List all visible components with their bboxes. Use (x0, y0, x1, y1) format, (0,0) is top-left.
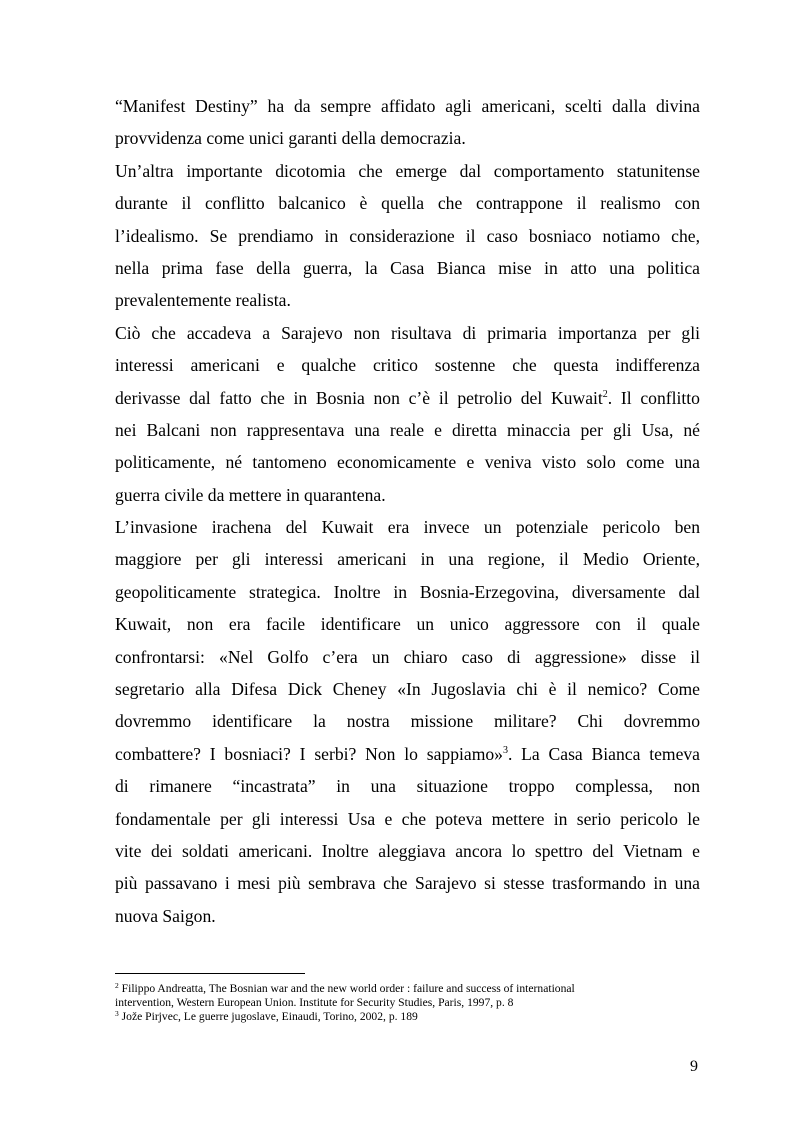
body-line: Un’altra importante dicotomia che emerge dal comportamento statunitense (115, 160, 700, 181)
body-line: guerra civile da mettere in quarantena. (115, 484, 386, 505)
body-line: l’idealismo. Se prendiamo in considerazione il caso bosniaco notiamo che, (115, 225, 700, 246)
footnotes (115, 982, 700, 1024)
body-line: dovremmo identificare la nostra missione militare? Chi dovremmo (115, 711, 700, 732)
body-line: geopoliticamente strategica. Inoltre in Bosnia-Erzegovina, diversamente dal (115, 581, 700, 602)
footnote-number: 2 (115, 981, 119, 990)
body-line: nei Balcani non rappresentava una reale e diretta minaccia per gli Usa, né (115, 419, 700, 440)
body-line-text: . Il conflitto (607, 387, 700, 408)
footnote-2 (115, 982, 700, 996)
body-line: provvidenza come unici garanti della democrazia. (115, 128, 466, 149)
body-line: di rimanere “incastrata” in una situazione troppo complessa, non (115, 776, 700, 797)
body-line: vite dei soldati americani. Inoltre aleggiava ancora lo spettro del Vietnam e (115, 840, 700, 861)
footnote-ref-3: 3 (502, 744, 508, 756)
page-number: 9 (690, 1058, 698, 1075)
body-line-text: derivasse dal fatto che in Bosnia non c’è il petrolio del Kuwait (115, 387, 603, 408)
body-line: segretario alla Difesa Dick Cheney «In Jugoslavia chi è il nemico? Come (115, 679, 700, 700)
body-line: confrontarsi: «Nel Golfo c’era un chiaro caso di aggressione» disse il (115, 646, 700, 667)
body-line: nuova Saigon. (115, 905, 216, 926)
body-line: durante il conflitto balcanico è quella che contrappone il realismo con (115, 193, 700, 214)
body-line: più passavano i mesi più sembrava che Sarajevo si stesse trasformando in una (115, 873, 700, 894)
body-line: “Manifest Destiny” ha da sempre affidato agli americani, scelti dalla divina (115, 96, 700, 116)
footnote-number: 3 (115, 1009, 119, 1018)
footnote-separator (115, 973, 305, 974)
body-line-text: . La Casa Bianca temeva (507, 743, 700, 764)
body-line (115, 738, 700, 770)
footnote-2-continued: intervention, Western European Union. Institute for Security Studies, Paris, 1997, p. 8 (115, 996, 514, 1009)
body-line: L’invasione irachena del Kuwait era invece un potenziale pericolo ben (115, 517, 700, 538)
body-line (115, 382, 700, 414)
body-line: Kuwait, non era facile identificare un unico aggressore con il quale (115, 614, 700, 635)
body-text (115, 90, 700, 932)
body-line: politicamente, né tantomeno economicamente e veniva visto solo come una (115, 452, 700, 473)
footnote-text: Jože Pirjvec, Le guerre jugoslave, Einaudi, Torino, 2002, p. 189 (121, 1010, 418, 1023)
body-line: nella prima fase della guerra, la Casa Bianca mise in atto una politica (115, 257, 700, 278)
body-line-text: combattere? I bosniaci? I serbi? Non lo sappiamo» (115, 743, 503, 764)
body-line: fondamentale per gli interessi Usa e che poteva mettere in serio pericolo le (115, 808, 700, 829)
body-line: Ciò che accadeva a Sarajevo non risultava di primaria importanza per gli (115, 322, 700, 343)
footnote-3 (115, 1010, 700, 1024)
footnote-ref-2: 2 (602, 388, 608, 400)
body-line: prevalentemente realista. (115, 290, 291, 311)
body-line: interessi americani e qualche critico sostenne che questa indifferenza (115, 355, 700, 376)
body-line: maggiore per gli interessi americani in una regione, il Medio Oriente, (115, 549, 700, 570)
footnote-text: Filippo Andreatta, The Bosnian war and the new world order : failure and success of international (121, 982, 575, 995)
